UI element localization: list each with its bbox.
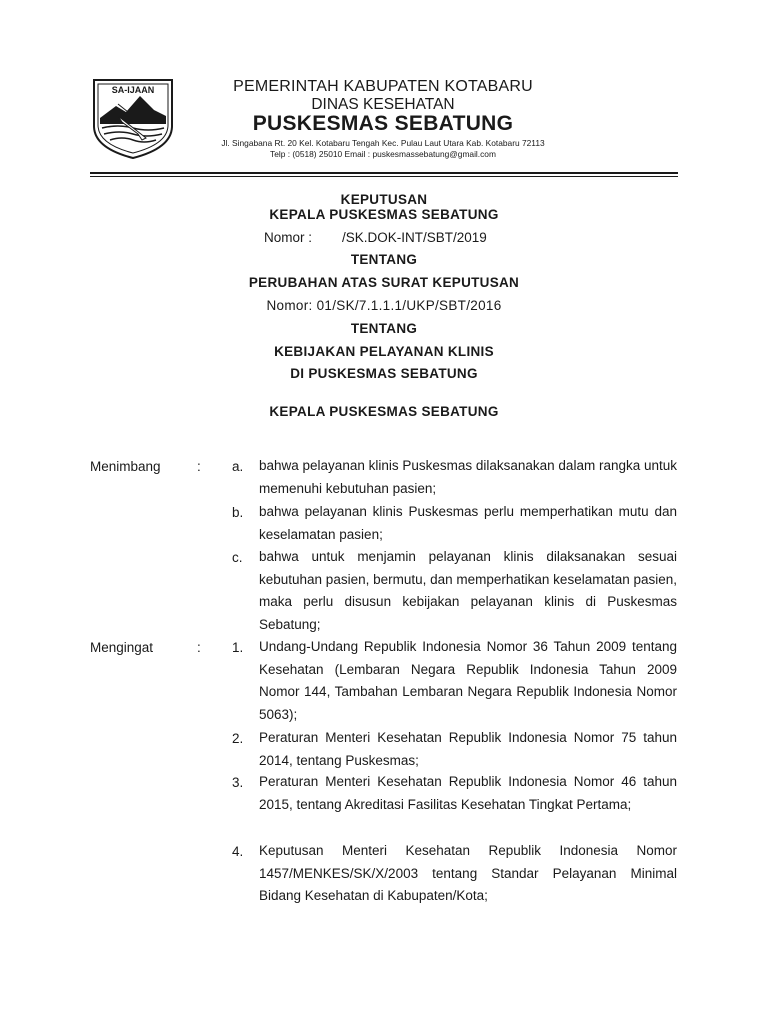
considering-marker: a.	[232, 459, 244, 474]
letterhead-address: Jl. Singabana Rt. 20 Kel. Kotabaru Tengah Kec. Pulau Laut Utara Kab. Kotabaru 72113	[221, 138, 545, 148]
about-heading-2: TENTANG	[350, 321, 418, 336]
considering-colon: :	[197, 459, 201, 474]
considering-item: bahwa pelayanan klinis Puskesmas dilaksanakan dalam rangka untuk memenuhi kebutuhan pasien;	[259, 458, 677, 496]
considering-marker: c.	[232, 550, 243, 565]
policy-title-line1: KEBIJAKAN PELAYANAN KLINIS	[274, 344, 494, 359]
considering-item: bahwa untuk menjamin pelayanan klinis dilaksanakan sesuai kebutuhan pasien, bermutu, dan memperhatikan keselamatan pasien, maka perlu disusun kebijakan pelayanan klinis di Puskesmas Sebatung;	[259, 549, 678, 632]
amendment-title: PERUBAHAN ATAS SURAT KEPUTUSAN	[248, 275, 520, 290]
letterhead-contact: Telp : (0518) 25010 Email : puskesmassebatung@gmail.com	[270, 149, 496, 159]
recalling-label: Mengingat	[90, 640, 154, 655]
recalling-item: Peraturan Menteri Kesehatan Republik Indonesia Nomor 75 tahun 2014, tentang Puskesmas;	[259, 730, 677, 768]
letterhead-department: DINAS KESEHATAN	[311, 96, 455, 113]
considering-item: bahwa pelayanan klinis Puskesmas perlu memperhatikan mutu dan keselamatan pasien;	[259, 504, 677, 542]
decree-number-label: Nomor :	[264, 230, 313, 245]
decree-heading: KEPUTUSAN	[340, 192, 428, 207]
considering-marker: b.	[232, 505, 244, 520]
decree-number	[264, 230, 487, 245]
recalling-item: Keputusan Menteri Kesehatan Republik Indonesia Nomor 1457/MENKES/SK/X/2003 tentang Standar Pelayanan Minimal Bidang Kesehatan di Kabupaten/Kota;	[259, 843, 677, 904]
letterhead-divider-thick	[90, 172, 678, 174]
considering-label: Menimbang	[90, 459, 161, 474]
letterhead-government: PEMERINTAH KABUPATEN KOTABARU	[233, 78, 533, 95]
recalling-colon: :	[197, 640, 201, 655]
decree-number-value: /SK.DOK-INT/SBT/2019	[342, 230, 487, 245]
issuer-heading: KEPALA PUSKESMAS SEBATUNG	[269, 404, 499, 419]
recalling-marker: 1.	[232, 640, 244, 655]
about-heading-1: TENTANG	[350, 252, 418, 267]
policy-title-line2: DI PUSKESMAS SEBATUNG	[290, 366, 478, 381]
recalling-marker: 2.	[232, 731, 244, 746]
letterhead-institution: PUSKESMAS SEBATUNG	[252, 112, 514, 135]
previous-decree-number: Nomor: 01/SK/7.1.1.1/UKP/SBT/2016	[266, 298, 502, 313]
svg-text:SA-IJAAN: SA-IJAAN	[111, 85, 155, 95]
regency-logo	[88, 76, 178, 160]
recalling-item: Undang-Undang Republik Indonesia Nomor 36 Tahun 2009 tentang Kesehatan (Lembaran Negara Republik Indonesia Tahun 2009 Nomor 144, Tambahan Lembaran Negara Republik Indonesia Nomor 5063);	[259, 639, 677, 722]
letterhead-divider-thin	[90, 176, 678, 177]
recalling-marker: 3.	[232, 775, 244, 790]
recalling-item: Peraturan Menteri Kesehatan Republik Indonesia Nomor 46 tahun 2015, tentang Akreditasi Fasilitas Kesehatan Tingkat Pertama;	[259, 774, 677, 812]
recalling-marker: 4.	[232, 844, 244, 859]
decree-issuer: KEPALA PUSKESMAS SEBATUNG	[269, 207, 499, 222]
